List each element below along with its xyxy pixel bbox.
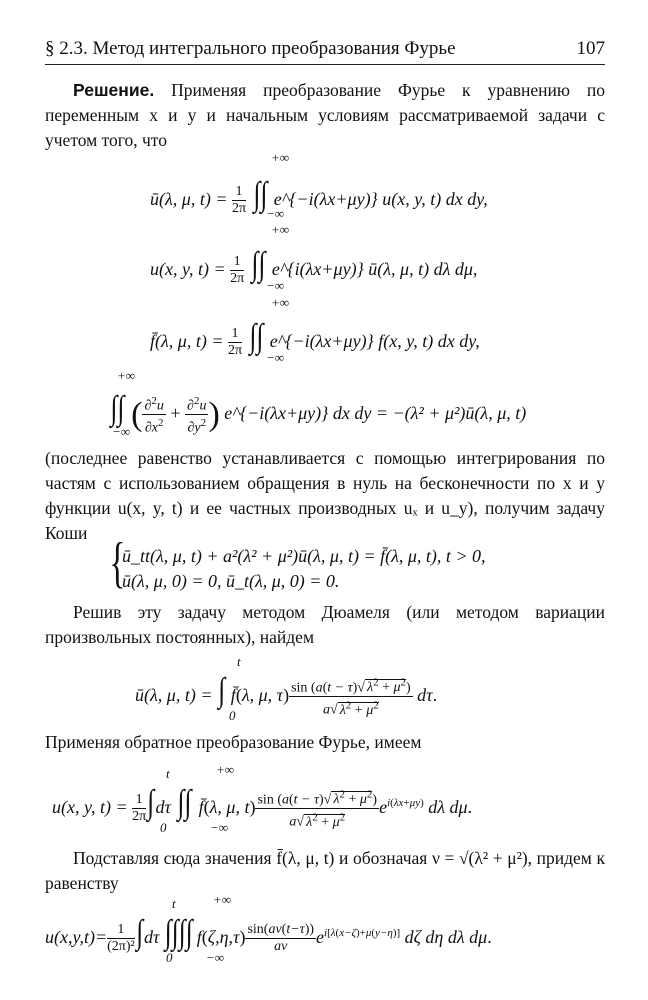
formula-6-lhs: ū(λ, μ, t) = — [135, 685, 213, 705]
upper-limit: +∞ — [271, 295, 290, 310]
upper-limit: +∞ — [213, 892, 232, 907]
upper-limit: t — [166, 766, 170, 781]
formula-8-lhs: u(x,y,t)= — [45, 927, 108, 947]
upper-limit: t — [237, 654, 241, 669]
formula-2-coef: $\frac{1}{2\pi}$ — [230, 254, 245, 287]
lower-limit: −∞ — [266, 206, 285, 221]
lower-limit: 0 — [166, 950, 173, 965]
intro-paragraph — [45, 78, 605, 153]
duhamel-paragraph: Решив эту задачу методом Дюамеля (или методом вариации произвольных постоянных), найдем — [45, 602, 605, 647]
section-title: § 2.3. Метод интегрального преобразования Фурье — [45, 38, 456, 59]
formula-3-rhs: e^{−i(λx+μy)} f(x, y, t) dx dy, — [269, 331, 480, 351]
double-integral-sign: ∫∫ — [248, 318, 263, 355]
integral-sign: ∫ — [135, 914, 143, 951]
upper-limit: +∞ — [117, 368, 136, 383]
integral-sign: ∫ — [218, 672, 226, 709]
upper-limit: +∞ — [216, 762, 235, 777]
formula-final-solution: u(x,y,t)= $\frac{1}{\text{(2π)²}}$ ∫dτ ∫∫∫∫ f(ζ,η,τ) $\frac{\sin(a\nu(t-\tau))}{a\nu}$ $e^{i[\lambda(x-\zeta)+\mu(y-\eta)]}$ dζ dη dλ dμ. — [45, 914, 492, 955]
cauchy-initial-conditions: ū(λ, μ, 0) = 0, ū_t(λ, μ, 0) = 0. — [122, 571, 340, 591]
formula-1-lhs: ū(λ, μ, t) = — [150, 189, 228, 209]
inverse-paragraph: Применяя обратное преобразование Фурье, имеем — [45, 732, 422, 752]
system-brace: { — [109, 532, 126, 594]
solution-label: Решение. — [73, 80, 155, 100]
formula-2-lhs: u(x, y, t) = — [150, 259, 226, 279]
quadruple-integral-sign: ∫∫∫∫ — [164, 914, 193, 951]
lower-limit: −∞ — [266, 278, 285, 293]
running-header — [45, 38, 605, 60]
formula-3-lhs: f̄(λ, μ, t) = — [150, 331, 224, 351]
formula-1-coef: $\frac{1}{2\pi}$ — [231, 184, 247, 217]
formula-laplacian-transform: ∫∫ ( $\frac{\partial^2u}{\partial x^2}$ + $\frac{\partial^2u}{\partial y^2}$ ) e^{−i(λx+μy)} dx dy = −(λ² + μ²)ū(λ, μ, t) — [110, 390, 527, 437]
formula-inverse-u — [150, 248, 477, 287]
formula-inverse-solution: u(x, y, t) = $\frac{1}{2\pi}$ ∫dτ ∫∫ f̄(λ, μ, t) $\frac{\sin (a(t - \tau)√ \lambda^2 + \mu^2)}{a√ \lambda^2 + \mu^2}$ $e^{i(\lambda x+\mu y)}$ dλ dμ. — [52, 784, 473, 831]
double-integral-sign: ∫∫ — [177, 784, 192, 821]
formula-fourier-u — [150, 178, 488, 217]
formula-2-rhs: e^{i(λx+μy)} ū(λ, μ, t) dλ dμ, — [271, 259, 478, 279]
lower-limit: −∞ — [266, 350, 285, 365]
page-number: 107 — [576, 38, 605, 59]
double-integral-sign: ∫∫ — [251, 246, 266, 283]
upper-limit: +∞ — [271, 222, 290, 237]
double-integral-sign: ∫∫ — [252, 176, 267, 213]
lower-limit: −∞ — [112, 424, 131, 439]
formula-7-lhs: u(x, y, t) = — [52, 797, 128, 817]
substitute-paragraph: Подставляя сюда значения f̄(λ, μ, t) и обозначая ν = √(λ² + μ²), придем к равенству — [45, 848, 605, 893]
lower-limit: −∞ — [210, 820, 229, 835]
comment-paragraph: (последнее равенство устанавливается с помощью интегрирования по частям с использованием обращения в нуль на бесконечности по x и y функции u(x, y, t) и ее частных производных uₓ и u_y), получим задачу Коши — [45, 448, 605, 543]
double-integral-sign: ∫∫ — [110, 390, 125, 427]
formula-1-rhs: e^{−i(λx+μy)} u(x, y, t) dx dy, — [273, 189, 488, 209]
formula-duhamel-solution: ū(λ, μ, t) = ∫ f̄(λ, μ, τ) $\frac{\sin (a(t - \tau)√ \lambda^2 + \mu^2)}{a√ \lambda^2 + \mu^2}$ dτ. — [135, 672, 438, 719]
intro-text: Применяя преобразование Фурье к уравнению по переменным x и y и начальным условиям рассматриваемой задачи с учетом того, что — [45, 80, 605, 150]
header-rule — [45, 64, 605, 65]
upper-limit: t — [172, 896, 176, 911]
formula-3-coef: $\frac{1}{2\pi}$ — [227, 326, 243, 359]
integral-sign: ∫ — [147, 784, 155, 821]
formula-4-tail: e^{−i(λx+μy)} dx dy = −(λ² + μ²)ū(λ, μ, t) — [224, 403, 527, 423]
upper-limit: +∞ — [271, 150, 290, 165]
cauchy-equation: ū_tt(λ, μ, t) + a²(λ² + μ²)ū(λ, μ, t) = f̄(λ, μ, t), t > 0, — [122, 546, 486, 566]
lower-limit: 0 — [229, 708, 236, 723]
formula-fourier-f — [150, 320, 480, 359]
lower-limit: −∞ — [206, 950, 225, 965]
lower-limit: 0 — [160, 820, 167, 835]
